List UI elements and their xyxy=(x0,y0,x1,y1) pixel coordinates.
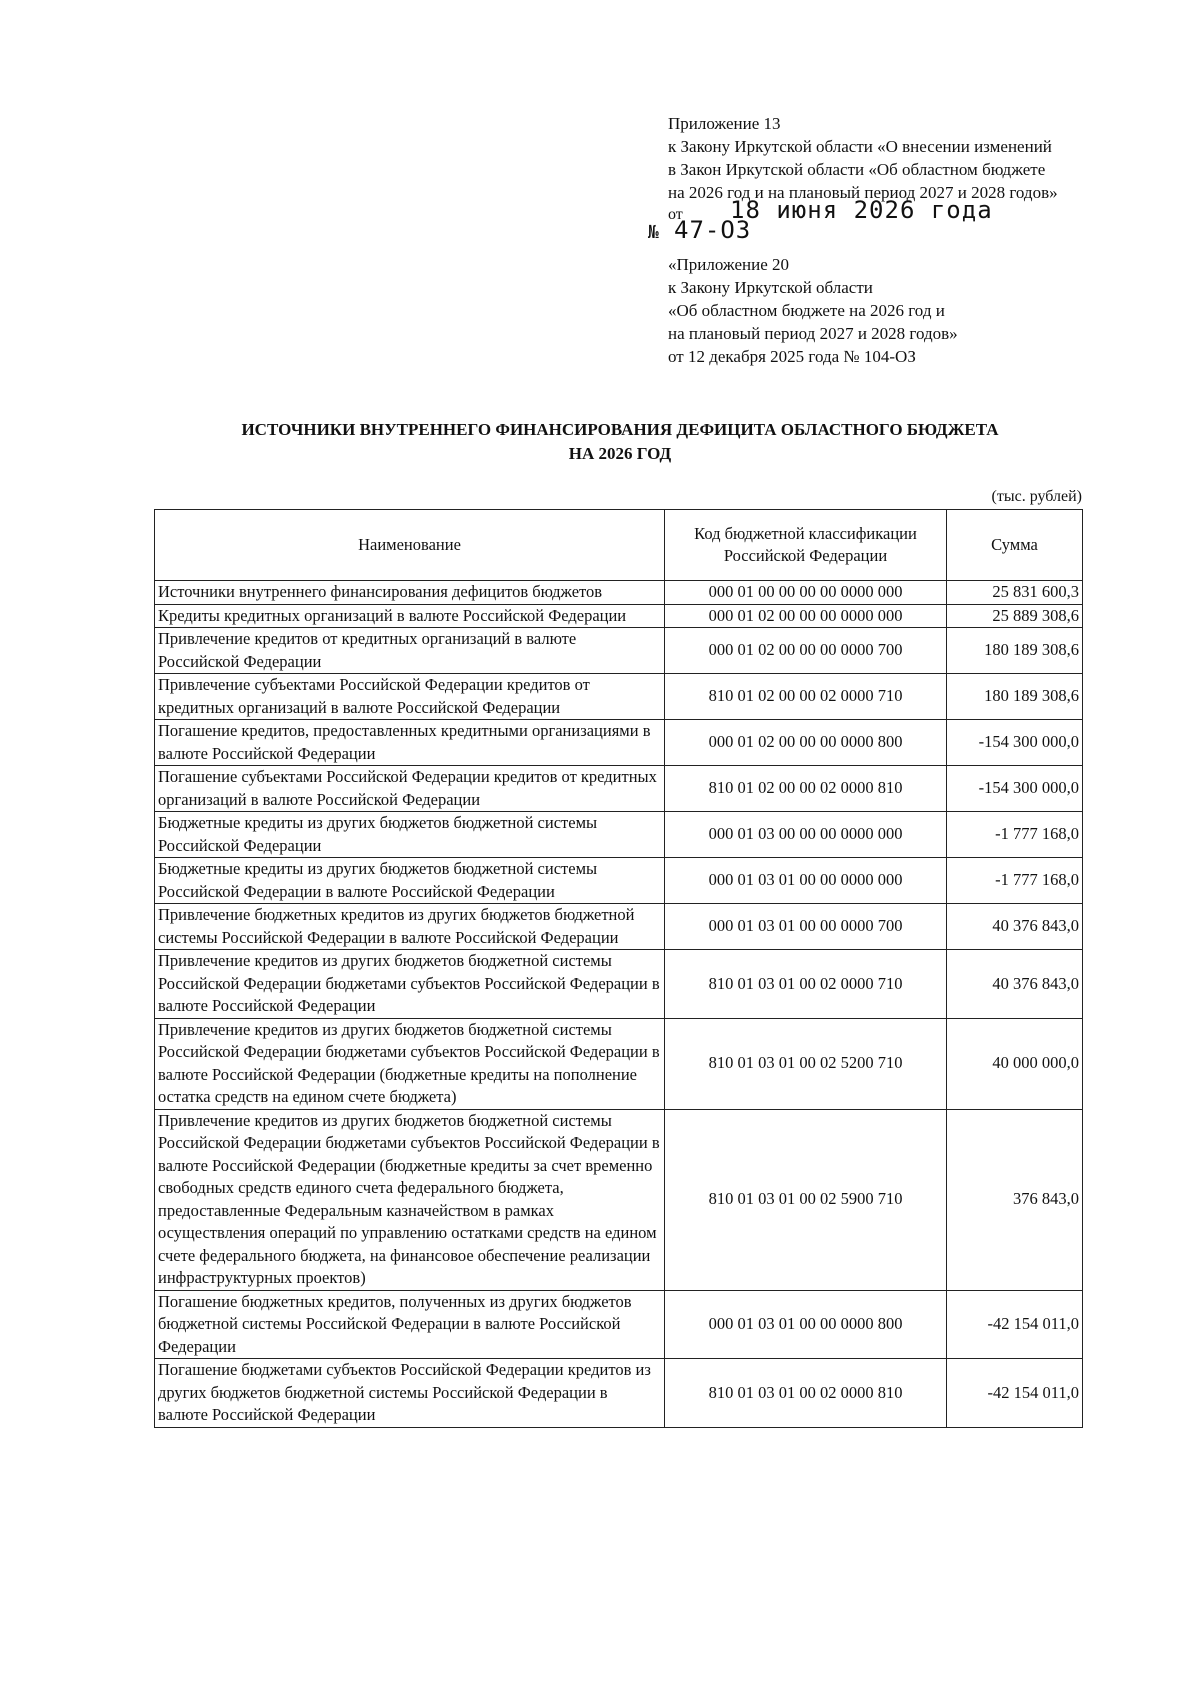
row-sum: -1 777 168,0 xyxy=(947,858,1083,904)
row-name: Погашение субъектами Российской Федерации кредитов от кредитных организаций в валюте Российской Федерации xyxy=(155,766,665,812)
header-sum: Сумма xyxy=(947,510,1083,581)
row-code: 810 01 03 01 00 02 0000 710 xyxy=(665,950,947,1019)
row-name: Привлечение кредитов из других бюджетов бюджетной системы Российской Федерации бюджетами субъектов Российской Федерации в валюте Российской Федерации (бюджетные кредиты на пополнение остатка средств на едином счете бюджета) xyxy=(155,1018,665,1109)
row-name: Привлечение кредитов от кредитных организаций в валюте Российской Федерации xyxy=(155,628,665,674)
header-line: Приложение 13 xyxy=(668,114,781,133)
row-sum: 40 376 843,0 xyxy=(947,904,1083,950)
table-row xyxy=(155,720,1083,766)
stamp-date: 18 июня 2026 года xyxy=(730,196,993,224)
header-line: к Закону Иркутской области «О внесении изменений xyxy=(668,137,1052,156)
header-line: в Закон Иркутской области «Об областном бюджете xyxy=(668,160,1046,179)
row-code: 810 01 02 00 00 02 0000 810 xyxy=(665,766,947,812)
row-name: Кредиты кредитных организаций в валюте Российской Федерации xyxy=(155,604,665,628)
title-line-2: НА 2026 ГОД xyxy=(568,444,672,463)
row-code: 810 01 03 01 00 02 0000 810 xyxy=(665,1359,947,1428)
row-name: Погашение кредитов, предоставленных кредитными организациями в валюте Российской Федерации xyxy=(155,720,665,766)
row-code: 000 01 03 01 00 00 0000 000 xyxy=(665,858,947,904)
row-name: Привлечение кредитов из других бюджетов бюджетной системы Российской Федерации бюджетами субъектов Российской Федерации в валюте Российской Федерации (бюджетные кредиты за счет временно свободных средств единого счета федерального бюджета, предоставленные Федеральным казначейством в рамках осуществления операций по управлению остатками средств на едином счете федерального бюджета, на финансовое обеспечение реализации инфраструктурных проектов) xyxy=(155,1109,665,1290)
row-code: 000 01 03 01 00 00 0000 800 xyxy=(665,1290,947,1359)
table-body xyxy=(155,581,1083,1428)
row-code: 810 01 03 01 00 02 5900 710 xyxy=(665,1109,947,1290)
row-name: Погашение бюджетных кредитов, полученных из других бюджетов бюджетной системы Российской Федерации в валюте Российской Федерации xyxy=(155,1290,665,1359)
units-label: (тыс. рублей) xyxy=(991,488,1082,505)
table-row xyxy=(155,766,1083,812)
title-line-1: ИСТОЧНИКИ ВНУТРЕННЕГО ФИНАНСИРОВАНИЯ ДЕФИЦИТА ОБЛАСТНОГО БЮДЖЕТА xyxy=(241,420,999,439)
table-row xyxy=(155,674,1083,720)
row-sum: 180 189 308,6 xyxy=(947,628,1083,674)
row-sum: 25 889 308,6 xyxy=(947,604,1083,628)
table-row xyxy=(155,1018,1083,1109)
table-row xyxy=(155,904,1083,950)
table-row xyxy=(155,858,1083,904)
document-title xyxy=(150,418,1090,466)
stamp-ot: от xyxy=(668,206,683,223)
row-sum: -42 154 011,0 xyxy=(947,1290,1083,1359)
row-name: Привлечение субъектами Российской Федерации кредитов от кредитных организаций в валюте Российской Федерации xyxy=(155,674,665,720)
table-header-row xyxy=(155,510,1083,581)
row-name: Бюджетные кредиты из других бюджетов бюджетной системы Российской Федерации в валюте Российской Федерации xyxy=(155,858,665,904)
row-name: Привлечение бюджетных кредитов из других бюджетов бюджетной системы Российской Федерации в валюте Российской Федерации xyxy=(155,904,665,950)
row-name: Погашение бюджетами субъектов Российской Федерации кредитов из других бюджетов бюджетной системы Российской Федерации в валюте Российской Федерации xyxy=(155,1359,665,1428)
row-code: 810 01 02 00 00 02 0000 710 xyxy=(665,674,947,720)
law-header xyxy=(668,112,1188,204)
header-code: Код бюджетной классификации Российской Федерации xyxy=(665,510,947,581)
table-row xyxy=(155,604,1083,628)
row-code: 810 01 03 01 00 02 5200 710 xyxy=(665,1018,947,1109)
row-code: 000 01 02 00 00 00 0000 800 xyxy=(665,720,947,766)
row-code: 000 01 00 00 00 00 0000 000 xyxy=(665,581,947,605)
row-sum: -154 300 000,0 xyxy=(947,766,1083,812)
row-sum: 376 843,0 xyxy=(947,1109,1083,1290)
header-line: на 2026 год и на плановый период 2027 и 2028 годов» xyxy=(668,183,1058,202)
row-sum: 40 000 000,0 xyxy=(947,1018,1083,1109)
row-code: 000 01 02 00 00 00 0000 700 xyxy=(665,628,947,674)
table-row xyxy=(155,581,1083,605)
stamp-number-sign: № xyxy=(648,222,659,243)
table-row xyxy=(155,1359,1083,1428)
appendix-line: «Приложение 20 xyxy=(668,255,789,274)
appendix-line: к Закону Иркутской области xyxy=(668,278,873,297)
row-sum: -42 154 011,0 xyxy=(947,1359,1083,1428)
row-sum: 25 831 600,3 xyxy=(947,581,1083,605)
budget-sources-table xyxy=(154,509,1083,1428)
row-sum: 40 376 843,0 xyxy=(947,950,1083,1019)
table-row xyxy=(155,812,1083,858)
row-name: Бюджетные кредиты из других бюджетов бюджетной системы Российской Федерации xyxy=(155,812,665,858)
row-code: 000 01 03 01 00 00 0000 700 xyxy=(665,904,947,950)
appendix-line: от 12 декабря 2025 года № 104-ОЗ xyxy=(668,347,916,366)
row-code: 000 01 03 00 00 00 0000 000 xyxy=(665,812,947,858)
header-name: Наименование xyxy=(155,510,665,581)
row-sum: -154 300 000,0 xyxy=(947,720,1083,766)
row-name: Источники внутреннего финансирования дефицитов бюджетов xyxy=(155,581,665,605)
row-sum: 180 189 308,6 xyxy=(947,674,1083,720)
appendix-line: «Об областном бюджете на 2026 год и xyxy=(668,301,945,320)
table-row xyxy=(155,628,1083,674)
row-sum: -1 777 168,0 xyxy=(947,812,1083,858)
law-stamp xyxy=(648,196,1188,248)
appendix-reference xyxy=(668,253,1188,368)
row-code: 000 01 02 00 00 00 0000 000 xyxy=(665,604,947,628)
row-name: Привлечение кредитов из других бюджетов бюджетной системы Российской Федерации бюджетами субъектов Российской Федерации в валюте Российской Федерации xyxy=(155,950,665,1019)
table-row xyxy=(155,1109,1083,1290)
stamp-number: 47-ОЗ xyxy=(674,216,752,244)
table-row xyxy=(155,1290,1083,1359)
table-row xyxy=(155,950,1083,1019)
appendix-line: на плановый период 2027 и 2028 годов» xyxy=(668,324,958,343)
